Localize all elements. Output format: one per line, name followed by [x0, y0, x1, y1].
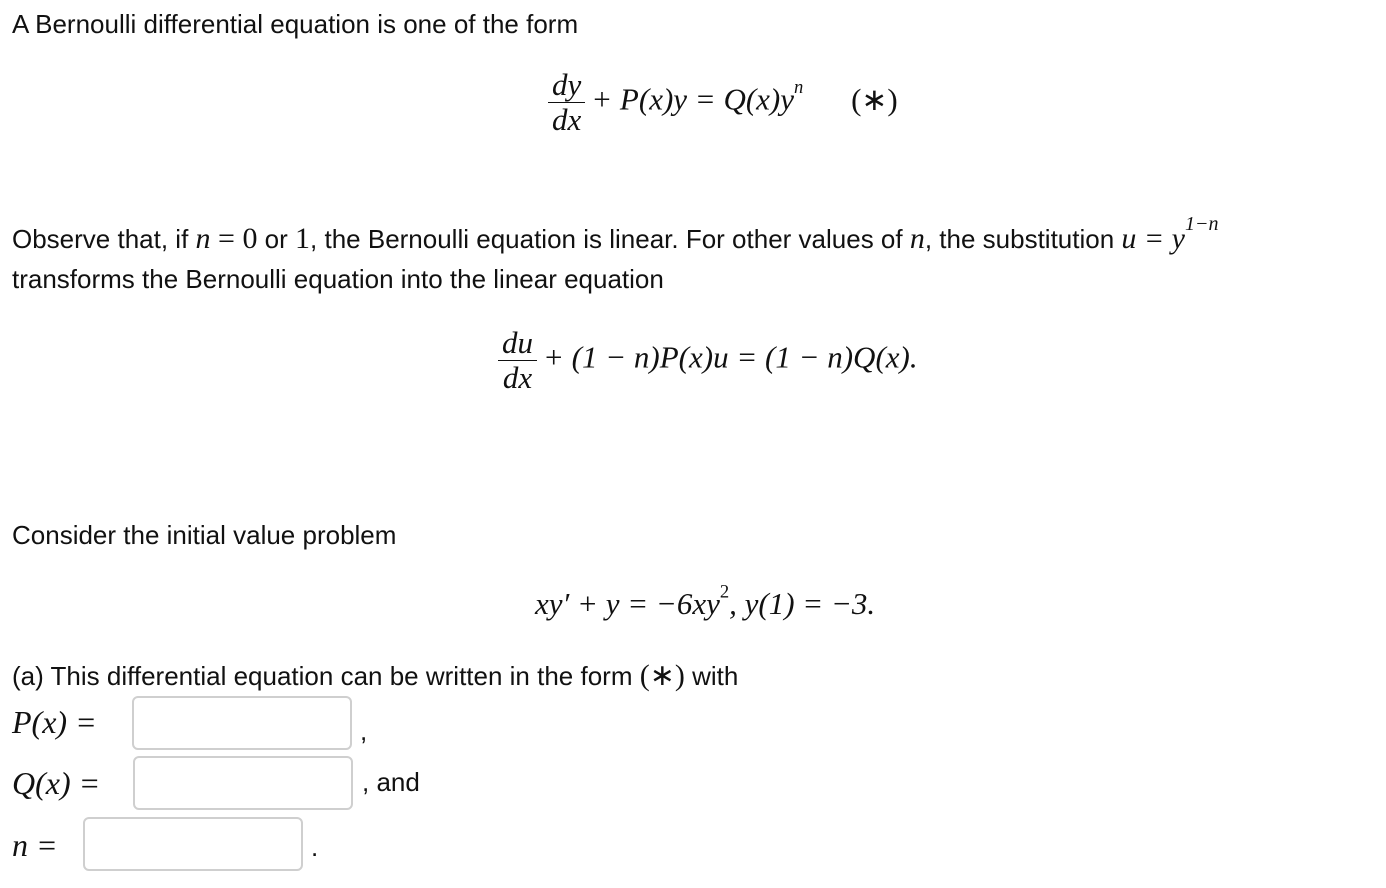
equation-rest: + P(x)y = Q(x)y: [591, 81, 795, 117]
equation-tag: (∗): [851, 81, 898, 117]
linear-equation-rest: + (1 − n)P(x)u = (1 − n)Q(x).: [543, 339, 918, 375]
math-n: n: [195, 222, 211, 255]
intro-text: A Bernoulli differential equation is one of the form: [12, 9, 579, 39]
math-eq-zero: = 0: [210, 222, 258, 255]
exponent-n: n: [794, 76, 804, 98]
du-dx-fraction: [498, 326, 537, 395]
q-of-x-label: Q(x) =: [12, 765, 101, 801]
q-separator: , and: [362, 767, 420, 797]
n-input[interactable]: [83, 817, 303, 871]
n-label: n =: [12, 827, 58, 863]
ivp-exponent: 2: [719, 581, 730, 603]
ivp-equation: xy′ + y = −6xy: [535, 586, 720, 621]
ivp-condition: , y(1) = −3.: [729, 586, 876, 621]
star-tag: (∗): [639, 659, 685, 692]
fraction-numerator: dy: [552, 67, 582, 102]
bernoulli-equation: [548, 68, 898, 137]
fraction-denominator: dx: [552, 102, 582, 137]
math-substitution: u = y: [1121, 222, 1185, 255]
p-separator: ,: [360, 716, 368, 746]
fraction-numerator: du: [502, 325, 533, 360]
n-period: .: [311, 832, 319, 862]
part-a-text: (a) This differential equation can be written in the form: [12, 661, 640, 691]
exponent-1-minus-n: 1−n: [1184, 213, 1219, 235]
fraction-denominator: dx: [502, 360, 533, 395]
consider-text: Consider the initial value problem: [12, 520, 397, 550]
observe-line-2: transforms the Bernoulli equation into the linear equation: [12, 264, 664, 294]
observe-text-1: Observe that, if: [12, 224, 196, 254]
observe-text-3: , the Bernoulli equation is linear. For other values of: [310, 224, 910, 254]
math-n-2: n: [909, 222, 925, 255]
dy-dx-fraction: [548, 68, 585, 137]
initial-value-problem: [535, 581, 876, 622]
part-a-prompt: [12, 656, 738, 696]
observe-text-4: , the substitution: [924, 224, 1122, 254]
math-one: 1: [295, 222, 311, 255]
q-of-x-input[interactable]: [133, 756, 353, 810]
p-of-x-input[interactable]: [132, 696, 352, 750]
p-of-x-label: P(x) =: [12, 704, 97, 740]
part-a-suffix: with: [684, 661, 739, 691]
observe-text-2: or: [257, 224, 296, 254]
observe-paragraph: [12, 213, 1219, 259]
linear-equation: [498, 326, 918, 395]
